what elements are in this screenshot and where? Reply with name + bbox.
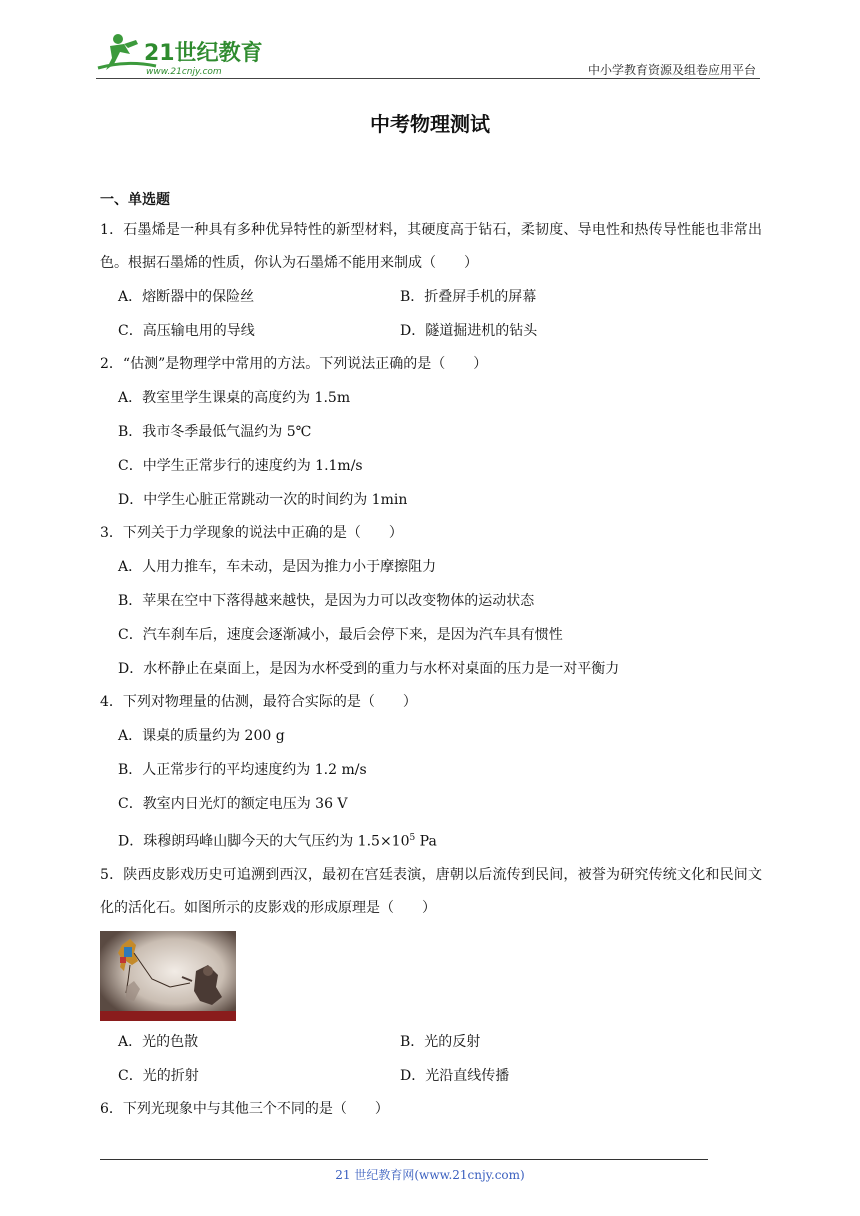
footer-divider [100,1159,708,1160]
question-text: 2．“估测”是物理学中常用的方法。下列说法正确的是（ ） [100,356,488,372]
header-divider [96,78,760,79]
option-a: A．教室里学生课桌的高度约为 1.5m [118,390,351,406]
question-3 [100,517,762,686]
option-d: D．中学生心脏正常跳动一次的时间约为 1min [118,492,408,508]
question-1 [100,214,762,348]
option-d-suffix: Pa [415,833,437,850]
option-c: C．汽车刹车后，速度会逐渐减小，最后会停下来，是因为汽车具有惯性 [118,627,563,643]
option-b: B．人正常步行的平均速度约为 1.2 m/s [118,762,367,778]
question-list [100,190,762,1126]
option-b: B．我市冬季最低气温约为 5℃ [118,424,312,440]
header-platform-text: 中小学教育资源及组卷应用平台 [587,63,756,77]
question-2 [100,348,762,517]
question-text: 6．下列光现象中与其他三个不同的是（ ） [100,1100,389,1117]
question-text: 1．石墨烯是一种具有多种优异特性的新型材料，其硬度高于钻石，柔韧度、导电性和热传导性能也非常出色。根据石墨烯的性质，你认为石墨烯不能用来制成（ ） [100,222,762,271]
option-b: B．折叠屏手机的屏幕 [400,289,537,305]
option-c: C．高压输电用的导线 [118,323,255,339]
option-c: C．中学生正常步行的速度约为 1.1m/s [118,458,363,474]
option-d [118,821,762,859]
option-d-exponent: 5 [409,833,416,843]
footer-link[interactable]: 21 世纪教育网(www.21cnjy.com) [335,1168,525,1182]
option-d: D．水杯静止在桌面上，是因为水杯受到的重力与水杯对桌面的压力是一对平衡力 [118,661,620,677]
option-a: A．人用力推车，车未动，是因为推力小于摩擦阻力 [118,559,437,575]
question-text: 4．下列对物理量的估测，最符合实际的是（ ） [100,694,417,710]
header [96,30,760,80]
option-b: B．苹果在空中下落得越来越快，是因为力可以改变物体的运动状态 [118,593,535,609]
question-5 [100,859,762,1093]
option-d: D．光沿直线传播 [400,1067,510,1084]
logo-text: 21世纪教育 [144,41,263,66]
option-b: B．光的反射 [400,1033,481,1050]
page-title: 中考物理测试 [370,112,490,136]
question-text: 3．下列关于力学现象的说法中正确的是（ ） [100,525,403,541]
option-c: C．光的折射 [118,1067,199,1084]
question-text: 5．陕西皮影戏历史可追溯到西汉，最初在宫廷表演，唐朝以后流传到民间，被誉为研究传统文化和民间文化的活化石。如图所示的皮影戏的形成原理是（ ） [100,866,762,916]
option-c: C．教室内日光灯的额定电压为 36 V [118,796,348,812]
logo-url: www.21cnjy.com [146,67,222,77]
site-logo [96,30,266,78]
question-6 [100,1093,762,1126]
option-d: D．隧道掘进机的钻头 [400,323,538,339]
option-a: A．课桌的质量约为 200 g [118,728,285,744]
question-4 [100,686,762,859]
option-a: A．光的色散 [118,1033,199,1050]
section-heading: 一、单选题 [100,192,170,208]
shadow-puppet-image [100,931,236,1021]
option-d-prefix: D．珠穆朗玛峰山脚今天的大气压约为 1.5×10 [118,833,410,850]
option-a: A．熔断器中的保险丝 [118,289,255,305]
